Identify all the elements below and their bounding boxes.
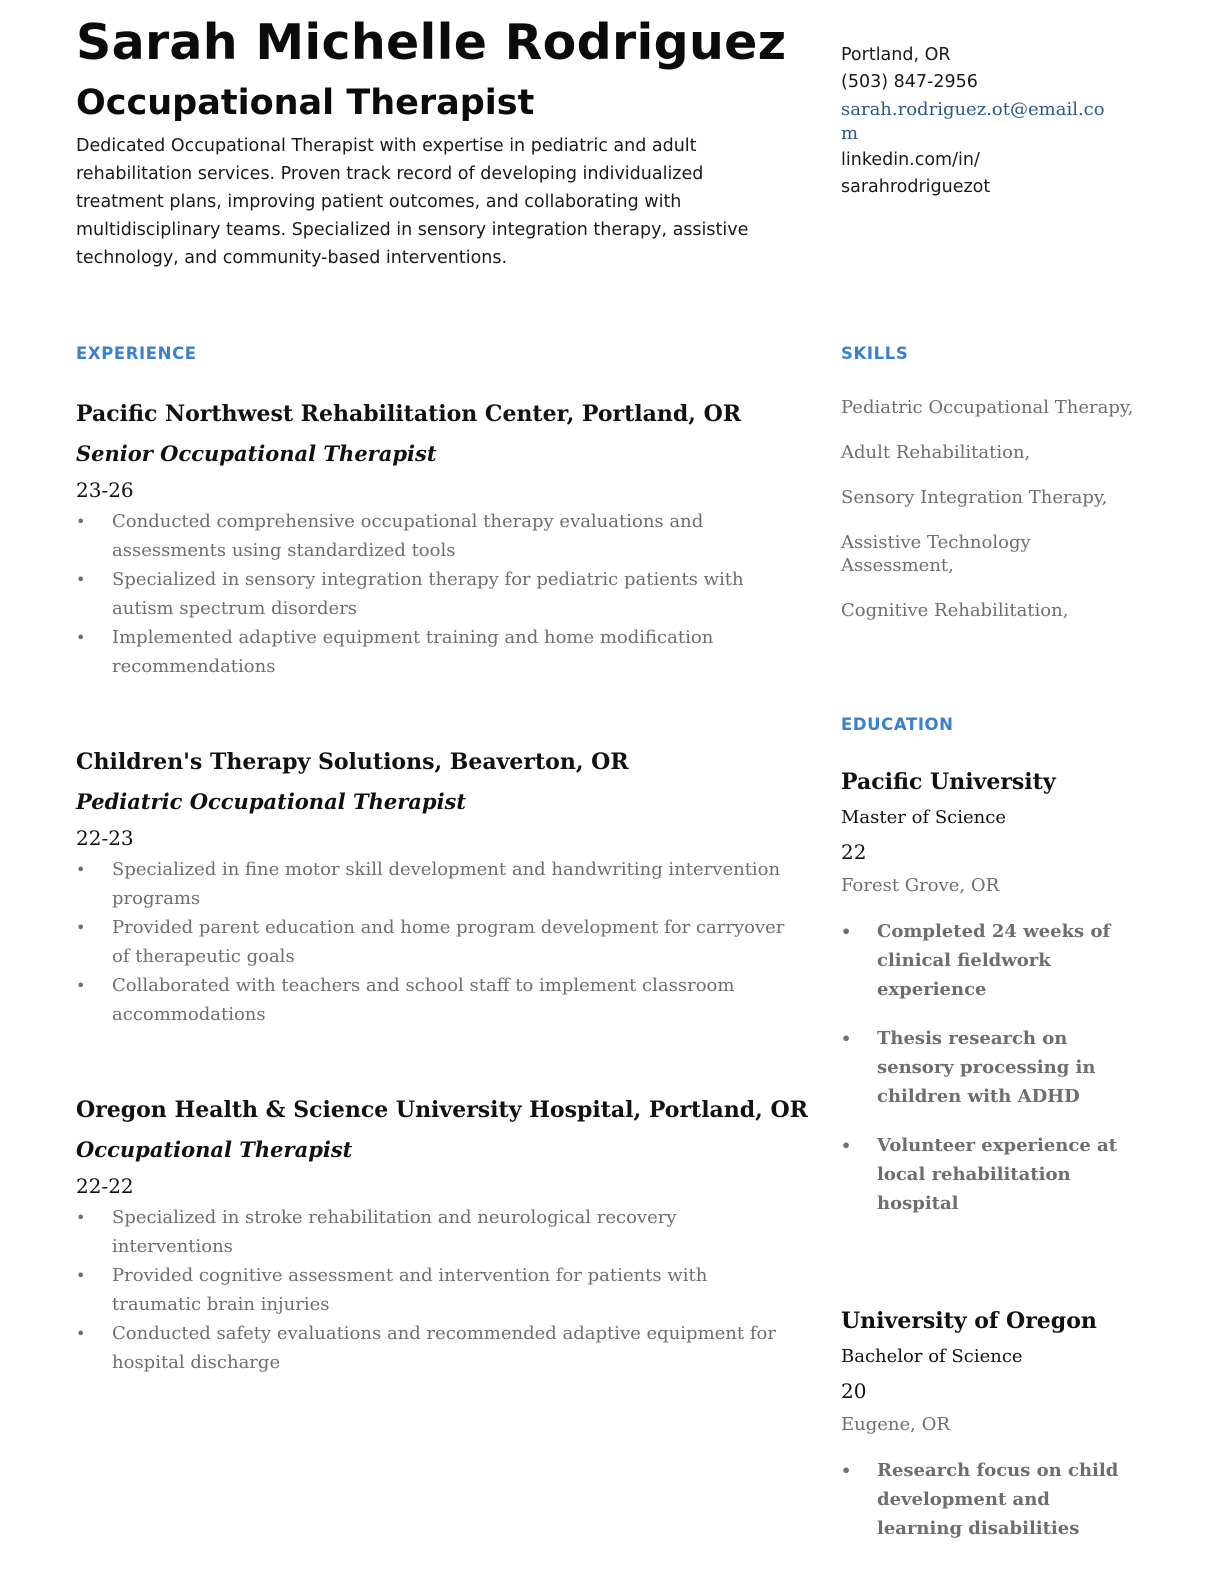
professional-summary: Dedicated Occupational Therapist with expertise in pediatric and adult rehabilitation services. Proven track record of developing individualized treatment plans, improving patient outcomes, and collaborating with multidisciplinary teams. Specialized in sensory integration therapy, assistive technology, and community-based interventions.	[76, 136, 749, 268]
contact-email-link[interactable]: sarah.rodriguez.ot@email.com	[841, 99, 1105, 144]
education-heading: EDUCATION	[841, 715, 954, 734]
list-item	[76, 1203, 796, 1261]
bullet-icon: •	[76, 918, 86, 937]
list-item	[76, 1261, 796, 1319]
skill-item: Assistive Technology Assessment,	[841, 532, 1031, 576]
skill-item: Pediatric Occupational Therapy,	[841, 397, 1134, 418]
bullet-icon: •	[841, 1136, 852, 1155]
bullet-icon: •	[76, 628, 86, 647]
list-item	[841, 917, 1121, 1004]
bullet-icon: •	[76, 1266, 86, 1285]
list-item	[76, 913, 796, 971]
skills-list	[841, 396, 1141, 644]
employment-dates: 22-23	[76, 826, 134, 850]
experience-entry	[76, 397, 796, 681]
company-name: Pacific Northwest Rehabilitation Center, Portland, OR	[76, 401, 742, 427]
employment-dates: 23-26	[76, 478, 134, 502]
bullet-icon: •	[76, 512, 86, 531]
degree: Master of Science	[841, 807, 1006, 828]
bullet-text: Specialized in stroke rehabilitation and neurological recovery interventions	[112, 1207, 677, 1257]
list-item	[76, 565, 796, 623]
skill-item: Cognitive Rehabilitation,	[841, 600, 1069, 621]
bullet-text: Conducted safety evaluations and recommended adaptive equipment for hospital discharge	[112, 1323, 776, 1373]
contact-location: Portland, OR	[841, 45, 951, 65]
bullet-text: Completed 24 weeks of clinical fieldwork experience	[877, 921, 1111, 1000]
bullet-icon: •	[76, 1208, 86, 1227]
contact-phone: (503) 847-2956	[841, 72, 978, 92]
role-title: Pediatric Occupational Therapist	[76, 789, 467, 814]
bullet-text: Implemented adaptive equipment training and home modification recommendations	[112, 627, 714, 677]
bullet-icon: •	[841, 922, 852, 941]
school-location: Eugene, OR	[841, 1414, 950, 1435]
bullet-list	[76, 1203, 796, 1377]
bullet-text: Provided cognitive assessment and intervention for patients with traumatic brain injuries	[112, 1265, 708, 1315]
degree: Bachelor of Science	[841, 1346, 1023, 1367]
contact-info	[841, 42, 1111, 201]
employment-dates: 22-22	[76, 1174, 134, 1198]
bullet-list	[76, 507, 796, 681]
role-title: Occupational Therapist	[76, 1137, 353, 1162]
bullet-icon: •	[76, 570, 86, 589]
list-item	[841, 1131, 1121, 1218]
education-entry	[841, 1304, 1121, 1563]
company-name: Children's Therapy Solutions, Beaverton, OR	[76, 749, 629, 775]
bullet-icon: •	[841, 1461, 852, 1480]
bullet-text: Provided parent education and home program development for carryover of therapeutic goals	[112, 917, 785, 967]
bullet-text: Collaborated with teachers and school staff to implement classroom accommodations	[112, 975, 735, 1025]
bullet-text: Specialized in fine motor skill development and handwriting intervention programs	[112, 859, 781, 909]
bullet-list	[841, 917, 1121, 1218]
company-name: Oregon Health & Science University Hospital, Portland, OR	[76, 1097, 808, 1123]
list-item	[76, 623, 796, 681]
bullet-icon: •	[76, 1324, 86, 1343]
bullet-text: Specialized in sensory integration therapy for pediatric patients with autism spectrum disorders	[112, 569, 744, 619]
bullet-text: Research focus on child development and learning disabilities	[877, 1460, 1119, 1539]
graduation-year: 22	[841, 840, 867, 864]
bullet-text: Volunteer experience at local rehabilitation hospital	[877, 1135, 1118, 1214]
list-item	[76, 1319, 796, 1377]
job-title: Occupational Therapist	[76, 83, 535, 123]
school-name: Pacific University	[841, 769, 1056, 795]
list-item	[76, 507, 796, 565]
bullet-icon: •	[841, 1029, 852, 1048]
school-name: University of Oregon	[841, 1308, 1097, 1334]
list-item	[841, 1456, 1121, 1543]
experience-entry	[76, 1093, 808, 1377]
role-title: Senior Occupational Therapist	[76, 441, 437, 466]
bullet-text: Conducted comprehensive occupational therapy evaluations and assessments using standardized tools	[112, 511, 704, 561]
skill-item: Adult Rehabilitation,	[841, 442, 1031, 463]
contact-linkedin-line-2: sarahrodriguezot	[841, 177, 991, 197]
bullet-text: Thesis research on sensory processing in children with ADHD	[877, 1028, 1096, 1107]
experience-heading: EXPERIENCE	[76, 344, 197, 363]
list-item	[76, 971, 796, 1029]
graduation-year: 20	[841, 1379, 867, 1403]
candidate-name: Sarah Michelle Rodriguez	[76, 14, 787, 71]
bullet-icon: •	[76, 976, 86, 995]
bullet-list	[76, 855, 796, 1029]
bullet-icon: •	[76, 860, 86, 879]
list-item	[841, 1024, 1121, 1111]
skill-item: Sensory Integration Therapy,	[841, 487, 1108, 508]
experience-entry	[76, 745, 796, 1029]
skills-heading: SKILLS	[841, 344, 909, 363]
bullet-list	[841, 1456, 1121, 1543]
education-entry	[841, 765, 1121, 1238]
list-item	[76, 855, 796, 913]
school-location: Forest Grove, OR	[841, 875, 1000, 896]
contact-linkedin-line-1: linkedin.com/in/	[841, 150, 980, 170]
